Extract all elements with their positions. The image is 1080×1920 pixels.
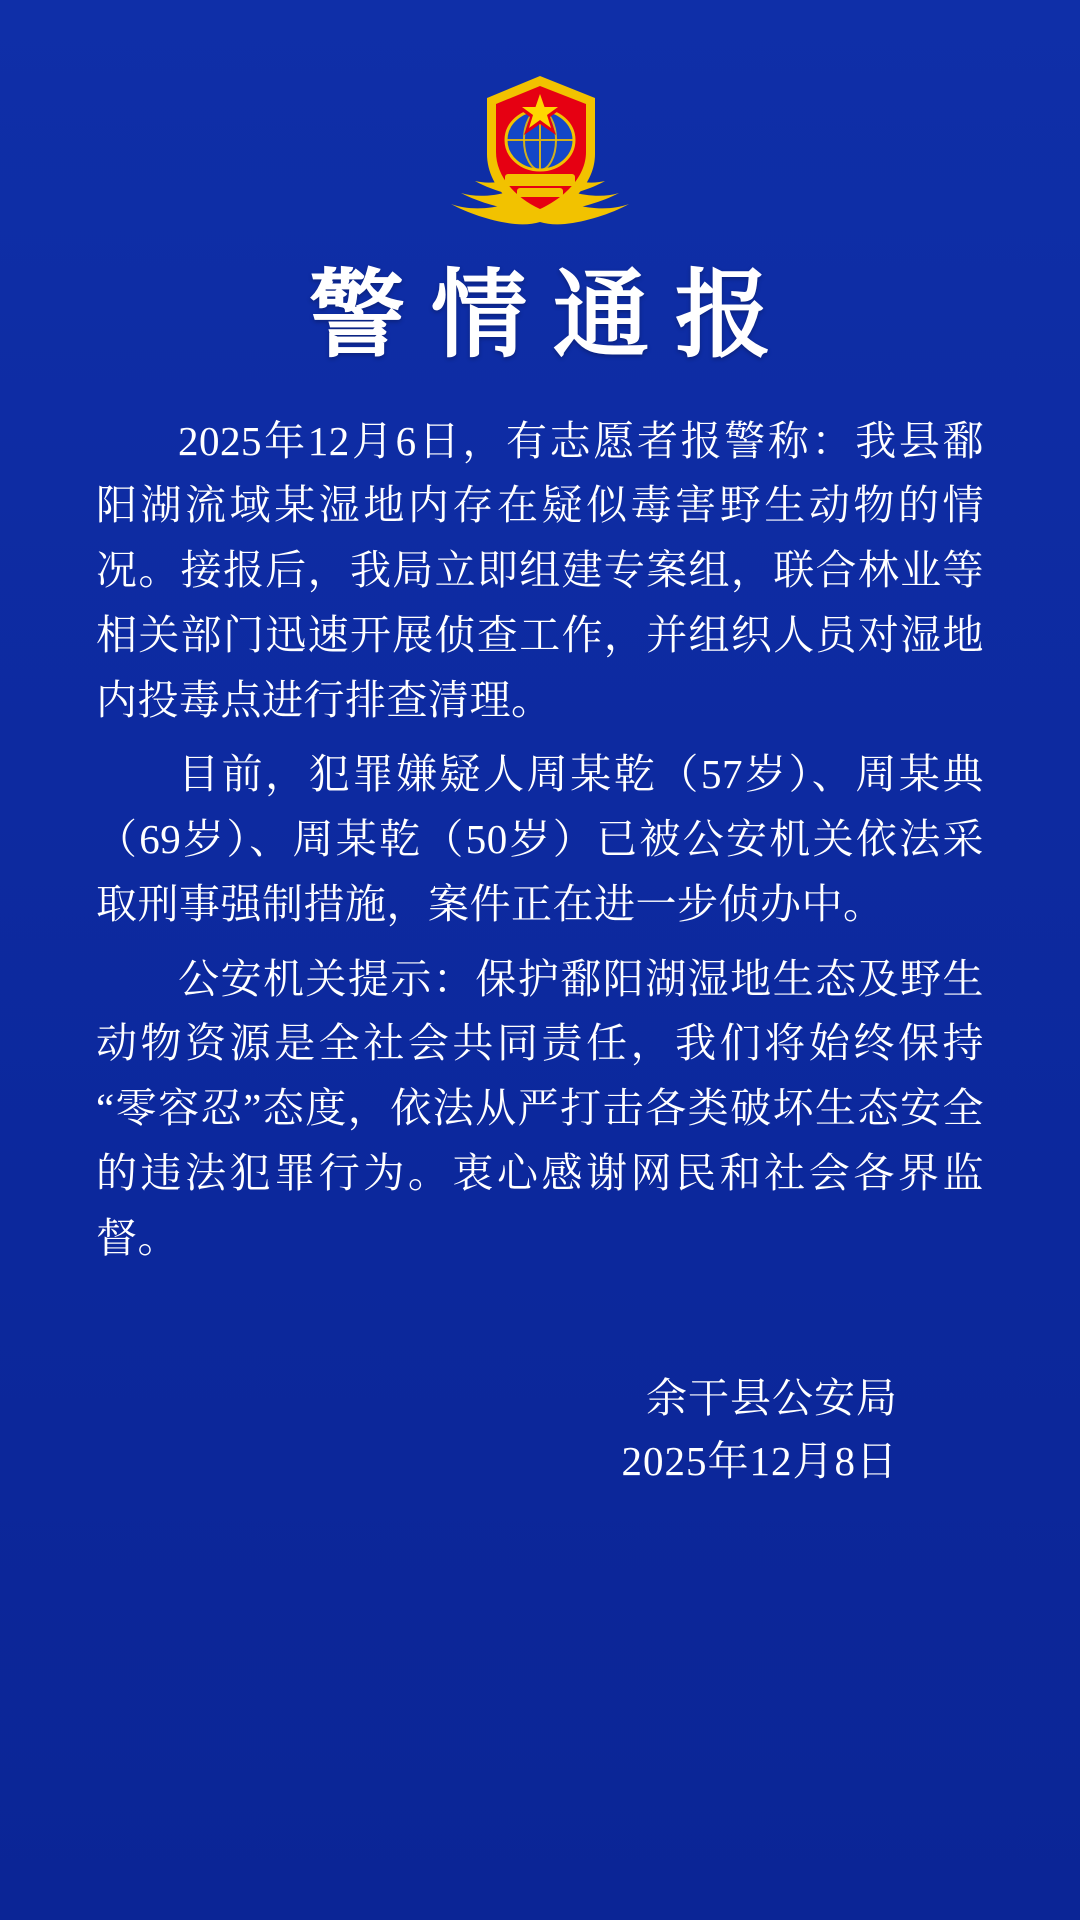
notice-body xyxy=(96,409,984,1271)
paragraph-3: 公安机关提示：保护鄱阳湖湿地生态及野生动物资源是全社会共同责任，我们将始终保持“零容忍”态度，依法从严打击各类破坏生态安全的违法犯罪行为。衷心感谢网民和社会各界监督。 xyxy=(96,955,984,1261)
paragraph-1: 2025年12月6日，有志愿者报警称：我县鄱阳湖流域某湿地内存在疑似毒害野生动物的情况。接报后，我局立即组建专案组，联合林业等相关部门迅速开展侦查工作，并组织人员对湿地内投毒点进行排查清理。 xyxy=(96,417,984,723)
china-police-emblem-icon xyxy=(445,62,635,237)
issue-date: 2025年12月8日 xyxy=(621,1438,898,1485)
issuing-organization: 余干县公安局 xyxy=(646,1374,898,1421)
emblem-container xyxy=(96,0,984,237)
signature-block xyxy=(96,1367,984,1494)
page-title: 警情通报 xyxy=(309,262,797,369)
paragraph-2: 目前，犯罪嫌疑人周某乾（57岁）、周某典（69岁）、周某乾（50岁）已被公安机关依法采取刑事强制措施，案件正在进一步侦办中。 xyxy=(96,751,984,927)
